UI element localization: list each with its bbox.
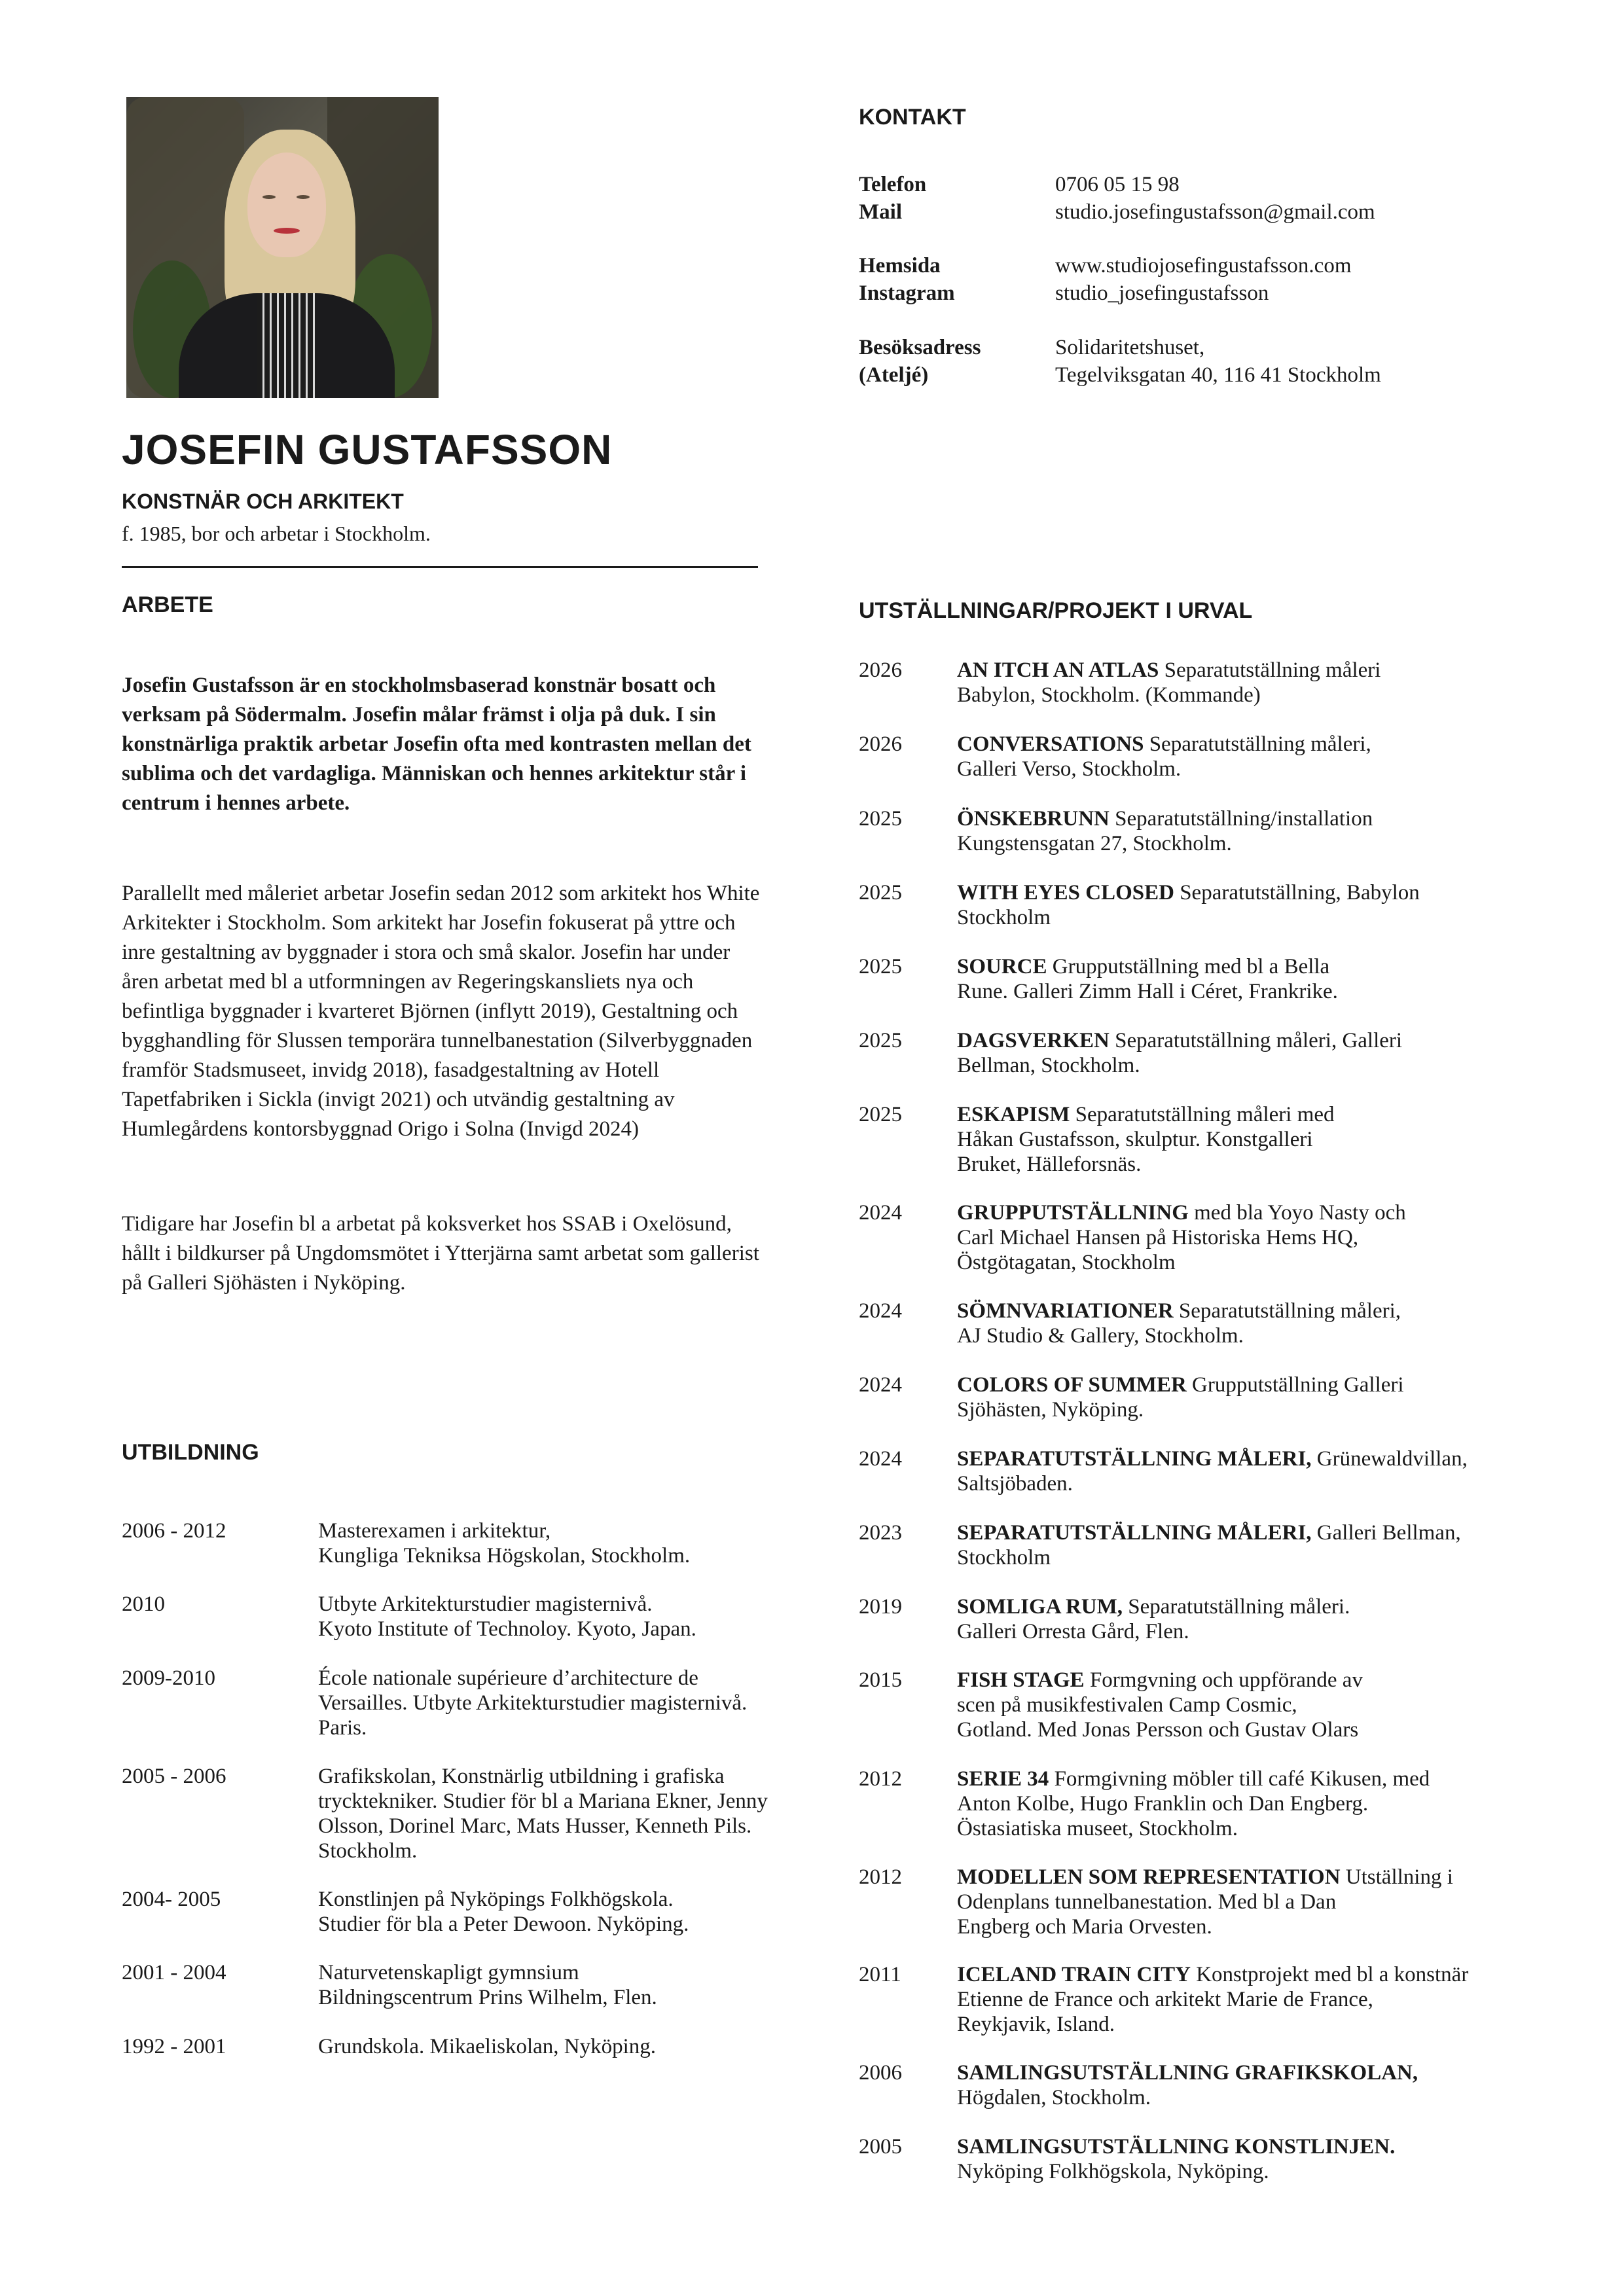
exhibition-title: DAGSVERKEN bbox=[957, 1029, 1110, 1052]
exhibition-title: MODELLEN SOM REPRESENTATION bbox=[957, 1865, 1341, 1889]
exhibition-year: 2005 bbox=[859, 2135, 902, 2159]
exhibition-year: 2025 bbox=[859, 1029, 902, 1052]
exhibition-year: 2025 bbox=[859, 807, 902, 831]
education-line: Paris. bbox=[318, 1716, 367, 1740]
exhibition-subtitle: Separatutställning måleri bbox=[1159, 658, 1381, 682]
exhibition-line: Anton Kolbe, Hugo Franklin och Dan Engberg. bbox=[957, 1792, 1369, 1816]
education-description bbox=[318, 1592, 947, 1641]
exhibition-description bbox=[957, 1767, 1624, 1841]
education-description bbox=[318, 1887, 947, 1937]
exhibition-line: Odenplans tunnelbanestation. Med bl a Dan bbox=[957, 1890, 1337, 1914]
address-label-2: (Ateljé) bbox=[859, 363, 929, 387]
exhibition-year: 2015 bbox=[859, 1668, 902, 1692]
exhibition-description bbox=[957, 1028, 1624, 1078]
exhibition-title: GRUPPUTSTÄLLNING bbox=[957, 1201, 1189, 1225]
exhibition-line: scen på musikfestivalen Camp Cosmic, bbox=[957, 1693, 1297, 1717]
exhibition-year: 2025 bbox=[859, 955, 902, 978]
address-value-2: Tegelviksgatan 40, 116 41 Stockholm bbox=[1055, 363, 1381, 387]
exhibition-subtitle: Separatutställning/installation bbox=[1109, 807, 1373, 831]
exhibition-first-line bbox=[957, 658, 1624, 683]
exhibition-first-line bbox=[957, 1028, 1624, 1053]
exhibition-title: SEPARATUTSTÄLLNING MÅLERI, bbox=[957, 1521, 1312, 1545]
exhibition-line: Bruket, Hälleforsnäs. bbox=[957, 1153, 1142, 1176]
exhibition-title: SOMLIGA RUM, bbox=[957, 1595, 1123, 1619]
work-heading: ARBETE bbox=[122, 592, 213, 617]
exhibition-line: Gotland. Med Jonas Persson och Gustav Olars bbox=[957, 1718, 1359, 1742]
education-years: 2009-2010 bbox=[122, 1666, 215, 1690]
exhibition-line: Carl Michael Hansen på Historiska Hems HQ, bbox=[957, 1226, 1359, 1249]
phone-label: Telefon bbox=[859, 173, 927, 196]
exhibition-subtitle: Galleri Bellman, bbox=[1311, 1521, 1461, 1545]
exhibition-first-line bbox=[957, 1594, 1624, 1619]
exhibition-line: Etienne de France och arkitekt Marie de France, bbox=[957, 1988, 1373, 2011]
exhibitions-heading: UTSTÄLLNINGAR/PROJEKT I URVAL bbox=[859, 598, 1253, 623]
exhibition-first-line bbox=[957, 1865, 1624, 1890]
exhibition-year: 2019 bbox=[859, 1595, 902, 1619]
exhibition-first-line bbox=[957, 880, 1624, 905]
exhibition-line: Stockholm bbox=[957, 1546, 1051, 1570]
exhibition-description bbox=[957, 806, 1624, 856]
exhibition-year: 2006 bbox=[859, 2061, 902, 2085]
exhibition-year: 2011 bbox=[859, 1963, 901, 1986]
mail-value[interactable]: studio.josefingustafsson@gmail.com bbox=[1055, 200, 1375, 224]
exhibition-title: SÖMNVARIATIONER bbox=[957, 1299, 1174, 1323]
exhibition-subtitle: Separatutställning måleri. bbox=[1123, 1595, 1350, 1619]
exhibition-title: SAMLINGSUTSTÄLLNING KONSTLINJEN. bbox=[957, 2135, 1396, 2159]
exhibition-first-line bbox=[957, 1446, 1624, 1471]
exhibition-title: SAMLINGSUTSTÄLLNING GRAFIKSKOLAN, bbox=[957, 2061, 1418, 2085]
education-line: Masterexamen i arkitektur, bbox=[318, 1519, 551, 1543]
exhibition-year: 2025 bbox=[859, 1103, 902, 1126]
exhibition-subtitle: Separatutställning, Babylon bbox=[1174, 881, 1420, 905]
person-name: JOSEFIN GUSTAFSSON bbox=[122, 426, 613, 473]
exhibition-line: Östgötagatan, Stockholm bbox=[957, 1251, 1176, 1274]
exhibition-description bbox=[957, 954, 1624, 1004]
exhibition-first-line bbox=[957, 2060, 1624, 2085]
exhibition-title: COLORS OF SUMMER bbox=[957, 1373, 1187, 1397]
exhibition-title: SERIE 34 bbox=[957, 1767, 1049, 1791]
exhibition-year: 2024 bbox=[859, 1373, 902, 1397]
exhibition-description bbox=[957, 1372, 1624, 1422]
education-heading: UTBILDNING bbox=[122, 1440, 259, 1465]
exhibition-title: WITH EYES CLOSED bbox=[957, 881, 1174, 905]
web-label: Hemsida bbox=[859, 254, 941, 278]
exhibition-subtitle: Separatutställning måleri, bbox=[1144, 732, 1371, 756]
education-line: Stockholm. bbox=[318, 1839, 418, 1863]
exhibition-line: Nyköping Folkhögskola, Nyköping. bbox=[957, 2160, 1269, 2183]
exhibition-title: ÖNSKEBRUNN bbox=[957, 807, 1110, 831]
exhibition-description bbox=[957, 1865, 1624, 1939]
exhibition-description bbox=[957, 1520, 1624, 1570]
exhibition-line: Saltsjöbaden. bbox=[957, 1472, 1073, 1496]
exhibition-first-line bbox=[957, 1767, 1624, 1791]
exhibition-year: 2026 bbox=[859, 658, 902, 682]
exhibition-description bbox=[957, 1446, 1624, 1496]
instagram-label: Instagram bbox=[859, 281, 955, 305]
exhibition-line: Engberg och Maria Orvesten. bbox=[957, 1915, 1212, 1939]
mail-label: Mail bbox=[859, 200, 902, 224]
contact-heading: KONTAKT bbox=[859, 105, 966, 130]
exhibition-line: Stockholm bbox=[957, 906, 1051, 929]
exhibition-first-line bbox=[957, 732, 1624, 757]
exhibition-title: AN ITCH AN ATLAS bbox=[957, 658, 1159, 682]
education-line: Utbyte Arkitekturstudier magisternivå. bbox=[318, 1592, 653, 1616]
exhibition-first-line bbox=[957, 806, 1624, 831]
education-line: Grafikskolan, Konstnärlig utbildning i grafiska bbox=[318, 1765, 725, 1788]
exhibition-line: Reykjavik, Island. bbox=[957, 2013, 1115, 2036]
exhibition-description bbox=[957, 1962, 1624, 2037]
exhibition-year: 2024 bbox=[859, 1201, 902, 1225]
exhibition-description bbox=[957, 2134, 1624, 2184]
education-description bbox=[318, 1764, 947, 1863]
exhibition-year: 2024 bbox=[859, 1447, 902, 1471]
exhibition-subtitle: Formgivning möbler till café Kikusen, med bbox=[1049, 1767, 1430, 1791]
exhibition-line: Kungstensgatan 27, Stockholm. bbox=[957, 832, 1232, 855]
exhibition-first-line bbox=[957, 1102, 1624, 1127]
exhibition-subtitle: Separatutställning måleri, bbox=[1173, 1299, 1401, 1323]
education-line: Bildningscentrum Prins Wilhelm, Flen. bbox=[318, 1986, 657, 2009]
exhibition-description bbox=[957, 1299, 1624, 1348]
education-description bbox=[318, 1518, 947, 1568]
exhibition-line: Håkan Gustafsson, skulptur. Konstgalleri bbox=[957, 1128, 1313, 1151]
exhibition-subtitle: Utställning i bbox=[1340, 1865, 1453, 1889]
work-intro: Josefin Gustafsson är en stockholmsbaserad konstnär bosatt och verksam på Södermalm. Josefin målar främst i olja på duk. I sin konstnärliga praktik arbetar Josefin ofta med kontrasten mellan det sublima och det vardagliga. Människan och hennes arkitektur står i centrum i hennes arbete. bbox=[122, 673, 751, 815]
instagram-value[interactable]: studio_josefingustafsson bbox=[1055, 281, 1269, 305]
exhibition-description bbox=[957, 2060, 1624, 2110]
address-label-1: Besöksadress bbox=[859, 336, 981, 359]
exhibition-first-line bbox=[957, 1668, 1624, 1693]
exhibition-line: AJ Studio & Gallery, Stockholm. bbox=[957, 1324, 1244, 1348]
exhibition-title: CONVERSATIONS bbox=[957, 732, 1144, 756]
education-line: Konstlinjen på Nyköpings Folkhögskola. bbox=[318, 1888, 674, 1911]
exhibition-year: 2024 bbox=[859, 1299, 902, 1323]
exhibition-description bbox=[957, 1102, 1624, 1177]
exhibition-line: Galleri Verso, Stockholm. bbox=[957, 757, 1182, 781]
education-years: 1992 - 2001 bbox=[122, 2035, 226, 2058]
exhibition-first-line bbox=[957, 1299, 1624, 1323]
exhibition-description bbox=[957, 1200, 1624, 1275]
exhibition-line: Östasiatiska museet, Stockholm. bbox=[957, 1817, 1238, 1840]
exhibition-first-line bbox=[957, 954, 1624, 979]
exhibition-subtitle: Separatutställning måleri, Galleri bbox=[1109, 1029, 1403, 1052]
exhibition-line: Babylon, Stockholm. (Kommande) bbox=[957, 683, 1261, 707]
exhibition-first-line bbox=[957, 1372, 1624, 1397]
exhibition-line: Rune. Galleri Zimm Hall i Céret, Frankrike. bbox=[957, 980, 1338, 1003]
education-line: trycktekniker. Studier för bl a Mariana Ekner, Jenny bbox=[318, 1789, 768, 1813]
exhibition-description bbox=[957, 732, 1624, 781]
education-years: 2001 - 2004 bbox=[122, 1961, 226, 1984]
work-paragraph-3: Tidigare har Josefin bl a arbetat på koksverket hos SSAB i Oxelösund, hållt i bildkurser på Ungdomsmötet i Ytterjärna samt arbetat som gallerist på Galleri Sjöhästen i Nyköping. bbox=[122, 1212, 759, 1295]
education-line: Naturvetenskapligt gymnsium bbox=[318, 1961, 579, 1984]
exhibition-subtitle: Separatutställning måleri med bbox=[1070, 1103, 1335, 1126]
education-line: Olsson, Dorinel Marc, Mats Husser, Kenneth Pils. bbox=[318, 1814, 752, 1838]
education-line: Kungliga Tekniksa Högskolan, Stockholm. bbox=[318, 1544, 691, 1568]
exhibition-line: Galleri Orresta Gård, Flen. bbox=[957, 1620, 1189, 1643]
exhibition-subtitle: Konstprojekt med bl a konstnär bbox=[1190, 1963, 1469, 1986]
exhibition-title: ICELAND TRAIN CITY bbox=[957, 1963, 1191, 1986]
education-years: 2005 - 2006 bbox=[122, 1765, 226, 1788]
exhibition-description bbox=[957, 880, 1624, 930]
exhibition-title: FISH STAGE bbox=[957, 1668, 1085, 1692]
education-years: 2010 bbox=[122, 1592, 165, 1616]
exhibition-subtitle: Grupputställning med bl a Bella bbox=[1047, 955, 1330, 978]
work-paragraph-2: Parallellt med måleriet arbetar Josefin sedan 2012 som arkitekt hos White Arkitekter i Stockholm. Som arkitekt har Josefin fokuserat på yttre och inre gestaltning av byggnader i stora och små skalor. Josefin har under åren arbetat med bl a utformningen av Regeringskansliets nya och befintliga byggnader i kvarteret Björnen (inflytt 2019), Gestaltning och bygghandling för Slussen temporära tunnelbanestation (Silverbyggnaden framför Stadsmuseet, invidg 2018), fasadgestaltning av Hotell Tapetfabriken i Sickla (invigt 2021) och utvändig gestaltning av Humlegårdens kontorsbyggnad Origo i Solna (Invigd 2024) bbox=[122, 882, 760, 1141]
education-years: 2004- 2005 bbox=[122, 1888, 221, 1911]
exhibition-first-line bbox=[957, 2134, 1624, 2159]
exhibition-title: SOURCE bbox=[957, 955, 1047, 978]
education-line: Studier för bla a Peter Dewoon. Nyköping. bbox=[318, 1912, 689, 1936]
exhibition-year: 2026 bbox=[859, 732, 902, 756]
exhibition-year: 2023 bbox=[859, 1521, 902, 1545]
education-line: Grundskola. Mikaeliskolan, Nyköping. bbox=[318, 2035, 657, 2058]
exhibition-line: Bellman, Stockholm. bbox=[957, 1054, 1140, 1077]
exhibition-subtitle: Formgvning och uppförande av bbox=[1084, 1668, 1363, 1692]
exhibition-first-line bbox=[957, 1520, 1624, 1545]
education-description bbox=[318, 1666, 947, 1740]
exhibition-description bbox=[957, 658, 1624, 708]
education-line: Kyoto Institute of Technoloy. Kyoto, Japan. bbox=[318, 1617, 696, 1641]
education-line: École nationale supérieure d’architecture de bbox=[318, 1666, 698, 1690]
exhibition-first-line bbox=[957, 1962, 1624, 1987]
education-description bbox=[318, 1960, 947, 2010]
exhibition-description bbox=[957, 1594, 1624, 1644]
address-value-1: Solidaritetshuset, bbox=[1055, 336, 1205, 359]
exhibition-subtitle: Grünewaldvillan, bbox=[1311, 1447, 1468, 1471]
person-role: KONSTNÄR OCH ARKITEKT bbox=[122, 490, 404, 513]
education-description bbox=[318, 2034, 947, 2059]
portrait-photo bbox=[126, 97, 439, 398]
exhibition-year: 2012 bbox=[859, 1865, 902, 1889]
education-years: 2006 - 2012 bbox=[122, 1519, 226, 1543]
exhibition-year: 2025 bbox=[859, 881, 902, 905]
exhibition-year: 2012 bbox=[859, 1767, 902, 1791]
exhibition-subtitle: med bla Yoyo Nasty och bbox=[1188, 1201, 1406, 1225]
person-birth-info: f. 1985, bor och arbetar i Stockholm. bbox=[122, 522, 431, 545]
divider-line bbox=[122, 566, 758, 568]
exhibition-title: ESKAPISM bbox=[957, 1103, 1070, 1126]
exhibition-subtitle: Grupputställning Galleri bbox=[1186, 1373, 1404, 1397]
education-line: Versailles. Utbyte Arkitekturstudier magisternivå. bbox=[318, 1691, 748, 1715]
phone-value[interactable]: 0706 05 15 98 bbox=[1055, 173, 1180, 196]
exhibition-line: Sjöhästen, Nyköping. bbox=[957, 1398, 1144, 1422]
exhibition-line: Högdalen, Stockholm. bbox=[957, 2086, 1151, 2109]
exhibition-title: SEPARATUTSTÄLLNING MÅLERI, bbox=[957, 1447, 1312, 1471]
exhibition-first-line bbox=[957, 1200, 1624, 1225]
web-value[interactable]: www.studiojosefingustafsson.com bbox=[1055, 254, 1352, 278]
exhibition-description bbox=[957, 1668, 1624, 1742]
